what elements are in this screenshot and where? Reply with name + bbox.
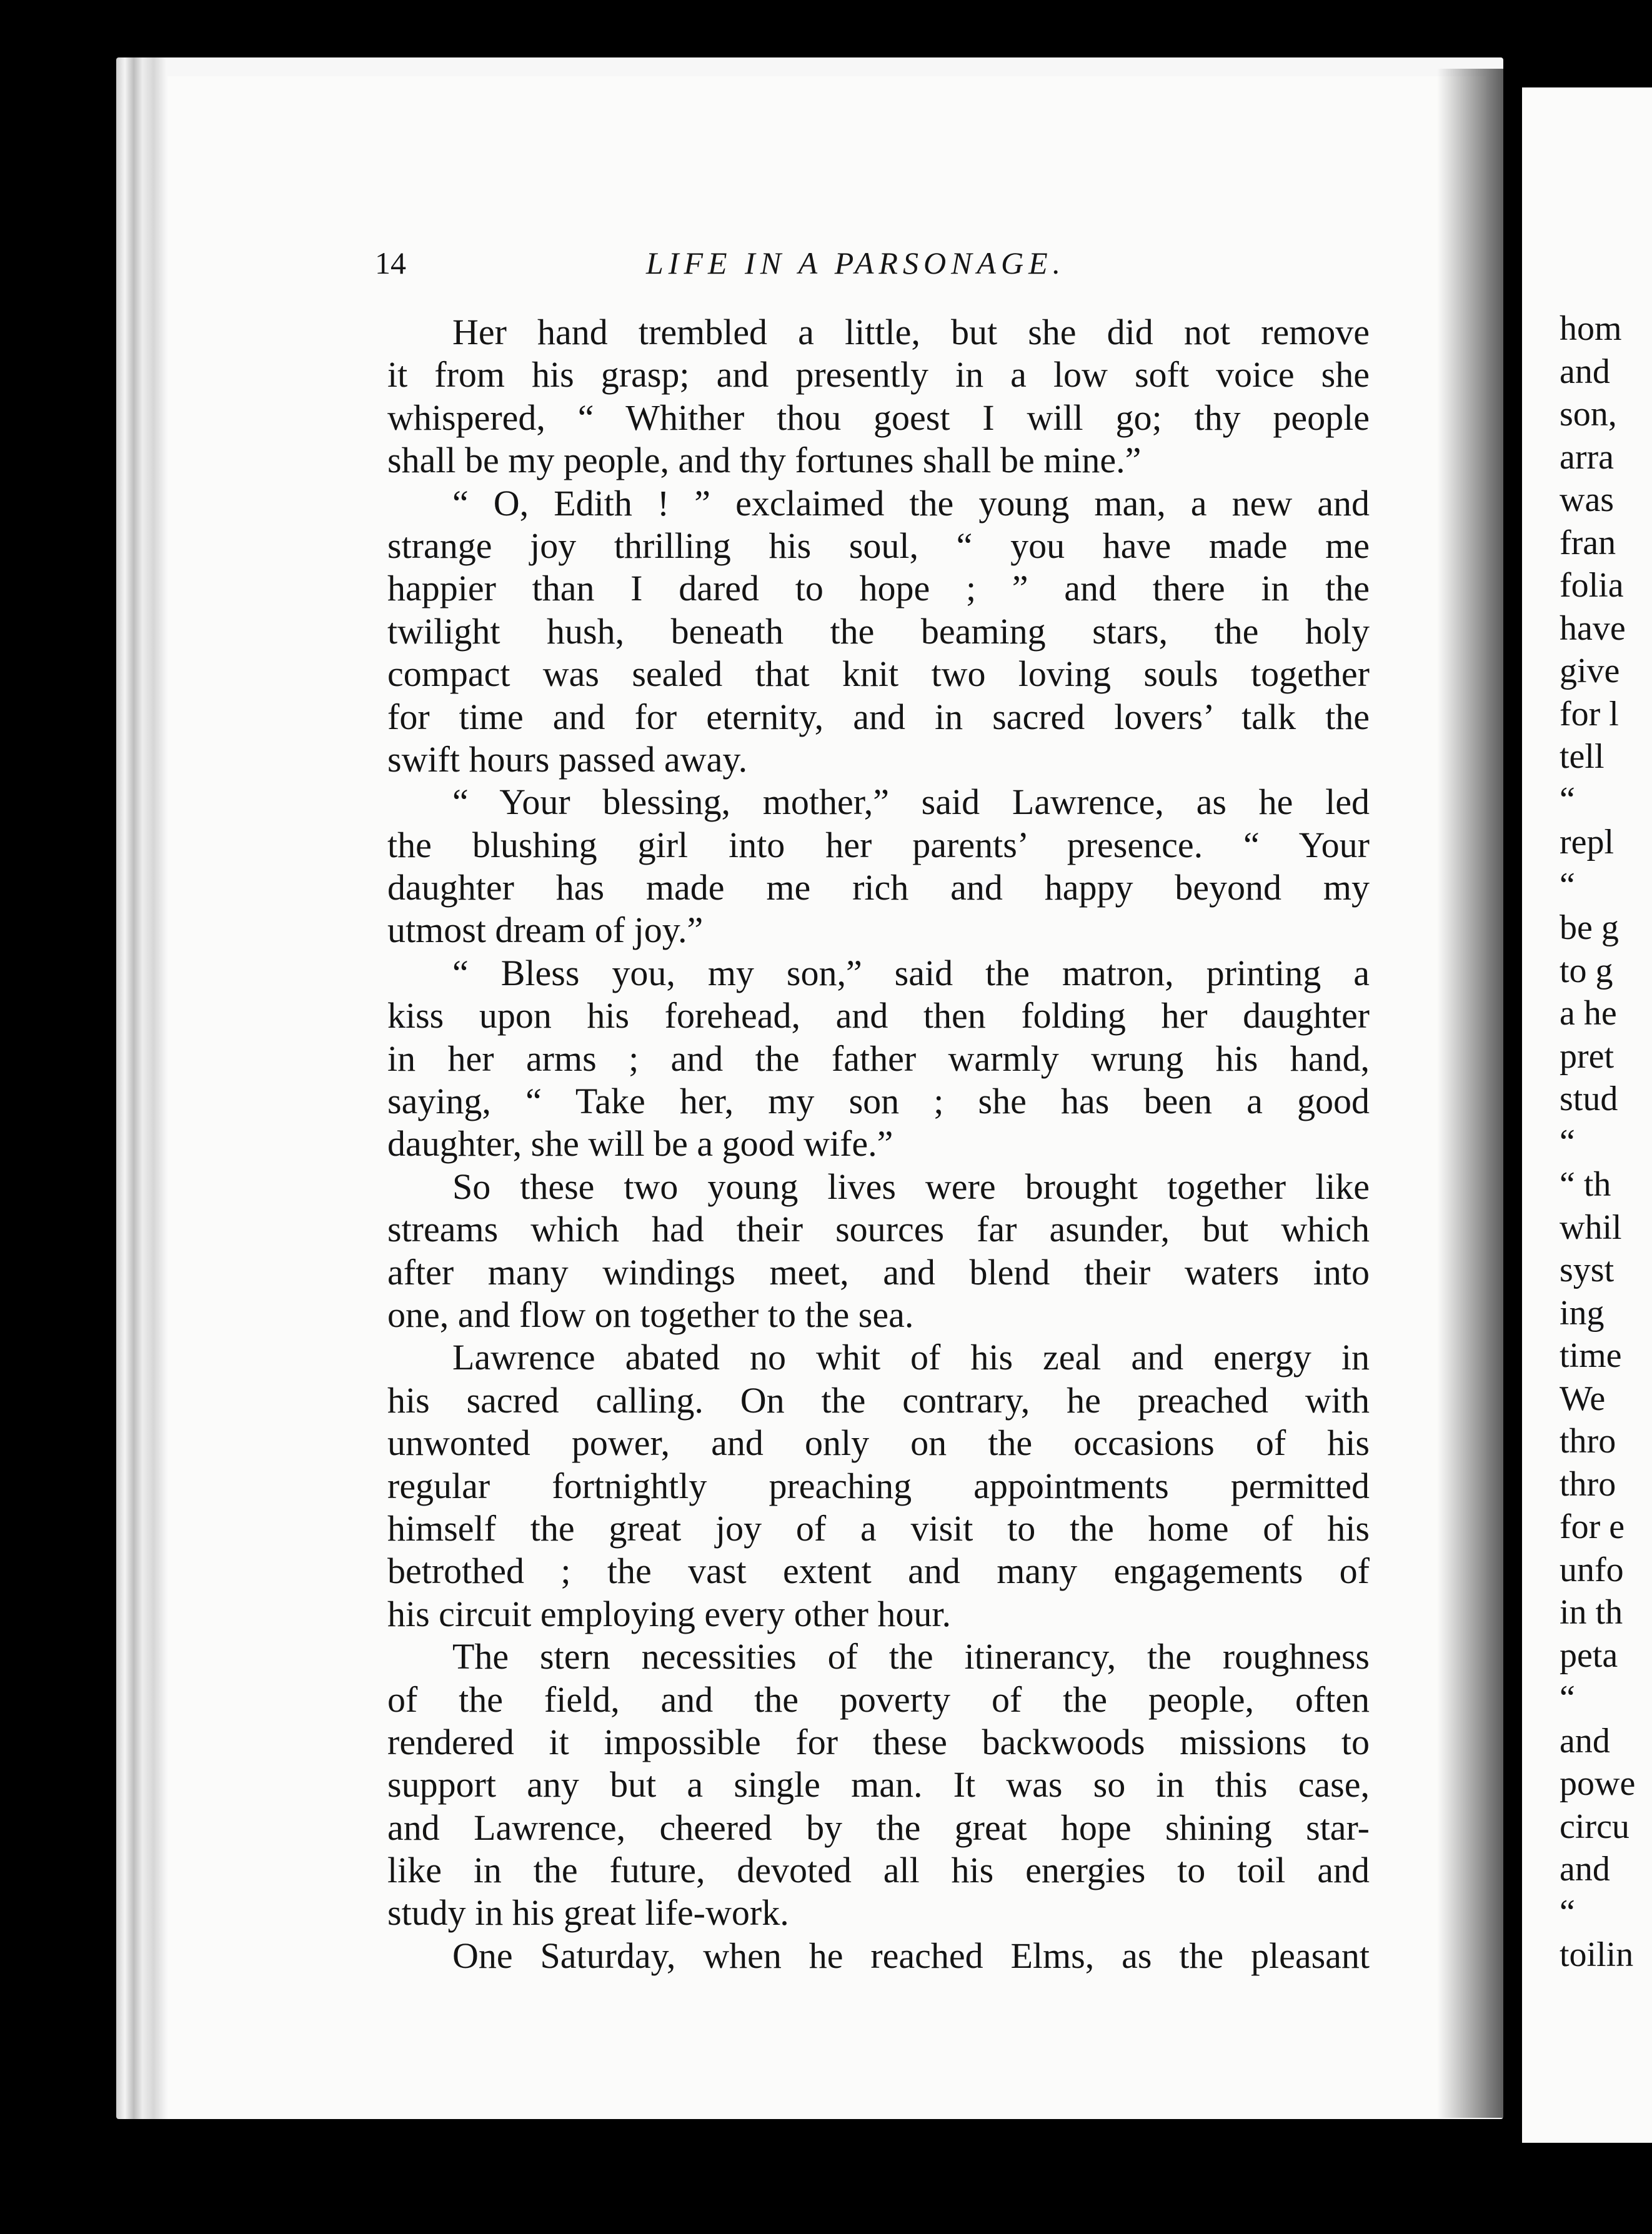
text-line: strange joy thrilling his soul, “ you have made me <box>387 525 1370 566</box>
right-page-line: give <box>1560 652 1620 690</box>
body-text <box>387 311 1370 1977</box>
right-page-line: and <box>1560 1850 1610 1889</box>
text-line: “ O, Edith ! ” exclaimed the young man, a new and <box>452 482 1370 524</box>
text-line: daughter, she will be a good wife.” <box>387 1123 893 1164</box>
text-line: So these two young lives were brought together like <box>452 1166 1370 1207</box>
text-line: streams which had their sources far asunder, but which <box>387 1209 1370 1250</box>
right-page-line: powe <box>1560 1764 1636 1803</box>
right-page-line: unfo <box>1560 1550 1624 1589</box>
right-page-line: peta <box>1560 1636 1618 1675</box>
text-line: himself the great joy of a visit to the home of his <box>387 1507 1370 1549</box>
right-page-line: son, <box>1560 395 1617 434</box>
right-page-line: for l <box>1560 694 1619 733</box>
text-line: shall be my people, and thy fortunes shall be mine.” <box>387 440 1142 481</box>
text-line: Her hand trembled a little, but she did not remove <box>452 312 1370 352</box>
right-page-line: in th <box>1560 1593 1623 1632</box>
right-page-line: “ <box>1560 865 1575 905</box>
text-line: whispered, “ Whither thou goest I will go; thy people <box>387 397 1370 438</box>
text-line: for time and for eternity, and in sacred lovers’ talk the <box>387 696 1370 737</box>
text-line: utmost dream of joy.” <box>387 910 704 951</box>
right-page-line: to g <box>1560 951 1613 990</box>
text-line: support any but a single man. It was so in this case, <box>387 1764 1370 1805</box>
right-page-line: hom <box>1560 309 1622 348</box>
right-page-line: and <box>1560 352 1610 391</box>
right-page-line: tell <box>1560 737 1605 776</box>
text-line: compact was sealed that knit two loving souls together <box>387 653 1370 695</box>
right-page-line: time <box>1560 1336 1622 1375</box>
text-line: betrothed ; the vast extent and many engagements of <box>387 1551 1370 1592</box>
text-line: of the field, and the poverty of the people, often <box>387 1679 1370 1720</box>
text-line: kiss upon his forehead, and then folding her daughter <box>387 995 1370 1036</box>
text-line: swift hours passed away. <box>387 738 748 780</box>
text-line: his sacred calling. On the contrary, he preached with <box>387 1379 1370 1421</box>
text-line: saying, “ Take her, my son ; she has been a good <box>387 1081 1370 1122</box>
right-page-line: repl <box>1560 823 1615 861</box>
right-page-line: was <box>1560 480 1615 519</box>
right-page-line: fran <box>1560 523 1616 562</box>
text-line: One Saturday, when he reached Elms, as the pleasant <box>452 1935 1370 1976</box>
right-page-line: “ <box>1560 780 1575 819</box>
right-page-line: thro <box>1560 1422 1616 1461</box>
text-line: twilight hush, beneath the beaming stars, the holy <box>387 610 1370 652</box>
text-line: the blushing girl into her parents’ presence. “ Your <box>387 824 1370 865</box>
text-line: Lawrence abated no whit of his zeal and energy in <box>452 1337 1370 1378</box>
right-page-line: “ <box>1560 1122 1575 1161</box>
right-page-line: whil <box>1560 1208 1622 1247</box>
text-line: his circuit employing every other hour. <box>387 1593 952 1634</box>
right-page-line: We <box>1560 1379 1606 1418</box>
text-line: regular fortnightly preaching appointments permitted <box>387 1465 1370 1506</box>
right-page-line: “ <box>1560 1892 1575 1932</box>
right-page-fragment <box>1522 87 1652 2143</box>
text-line: “ Your blessing, mother,” said Lawrence, as he led <box>452 782 1370 823</box>
text-line: daughter has made me rich and happy beyond my <box>387 867 1370 908</box>
text-line: it from his grasp; and presently in a low soft voice she <box>387 354 1370 395</box>
text-line: in her arms ; and the father warmly wrung his hand, <box>387 1038 1370 1079</box>
right-page-line: thro <box>1560 1464 1616 1504</box>
text-line: and Lawrence, cheered by the great hope shining star- <box>387 1807 1370 1848</box>
right-page-line: stud <box>1560 1080 1618 1118</box>
right-page-text <box>1560 307 1652 1977</box>
right-page-line: for e <box>1560 1507 1625 1546</box>
text-line: after many windings meet, and blend their waters into <box>387 1251 1370 1293</box>
right-page-line: toilin <box>1560 1935 1634 1974</box>
text-line: like in the future, devoted all his energies to toil and <box>387 1850 1370 1891</box>
right-page-line: and <box>1560 1721 1610 1760</box>
right-page-line: circu <box>1560 1807 1630 1846</box>
right-page-line: folia <box>1560 566 1624 605</box>
right-page-line: have <box>1560 608 1626 648</box>
running-title: LIFE IN A PARSONAGE. <box>646 246 1066 280</box>
text-line: The stern necessities of the itinerancy, the roughness <box>452 1636 1370 1677</box>
right-page-line: be g <box>1560 908 1619 947</box>
right-page-line: pret <box>1560 1036 1615 1076</box>
text-line: one, and flow on together to the sea. <box>387 1294 914 1335</box>
text-line: study in his great life-work. <box>387 1892 789 1934</box>
text-line: “ Bless you, my son,” said the matron, printing a <box>452 952 1370 993</box>
right-page-line: “ <box>1560 1679 1575 1717</box>
text-line: unwonted power, and only on the occasions of his <box>387 1422 1370 1464</box>
text-line: happier than I dared to hope ; ” and there in the <box>387 568 1370 609</box>
running-head <box>375 245 1562 289</box>
right-page-line: a he <box>1560 994 1617 1033</box>
right-page-line: ing <box>1560 1293 1605 1333</box>
page-number: 14 <box>375 246 406 280</box>
text-line: rendered it impossible for these backwoods missions to <box>387 1721 1370 1762</box>
right-page-line: arra <box>1560 437 1615 477</box>
right-page-line: syst <box>1560 1251 1615 1289</box>
right-page-line: “ th <box>1560 1165 1611 1204</box>
